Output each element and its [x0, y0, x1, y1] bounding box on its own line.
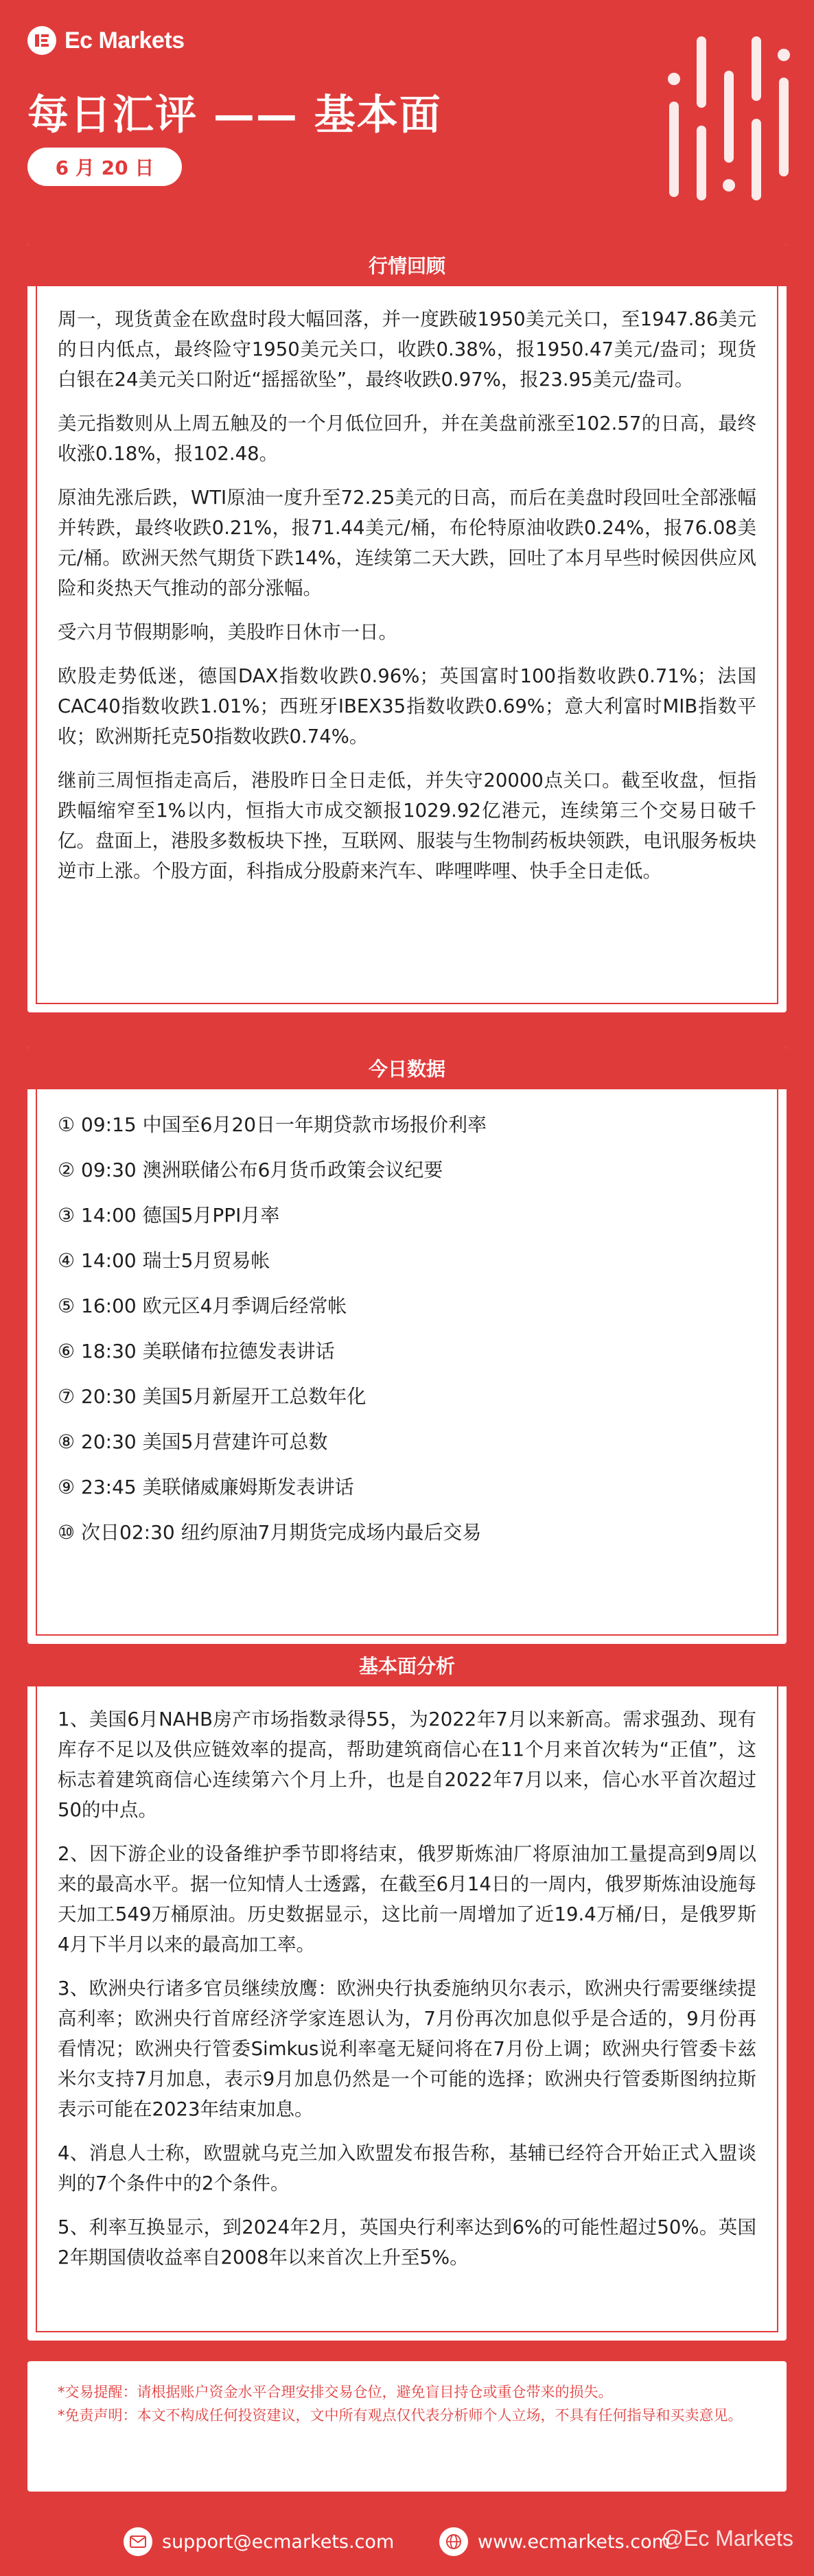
- market-review-paragraph: 继前三周恒指走高后，港股昨日全日走低，并失守20000点关口。截至收盘，恒指跌幅缩窄至1%以内，恒指大市成交额报1029.92亿港元，连续第三个交易日破千亿。盘面上，港股多数板块下挫，互联网、服装与生物制药板块领跌，电讯服务板块逆市上涨。个股方面，科指成分股蔚来汽车、哔哩哔哩、快手全日走低。: [58, 769, 756, 882]
- list-item: ⑤ 16:00 欧元区4月季调后经常帐: [58, 1295, 347, 1317]
- analysis-paragraph: 5、利率互换显示，到2024年2月，英国央行利率达到6%的可能性超过50%。英国2年期国债收益率自2008年以来首次上升至5%。: [58, 2216, 756, 2268]
- list-item: ④ 14:00 瑞士5月贸易帐: [58, 1249, 270, 1272]
- market-review-heading: 行情回顾: [27, 244, 787, 286]
- brand-logo-icon: [27, 26, 56, 55]
- list-item: ⑨ 23:45 美联储威廉姆斯发表讲话: [58, 1476, 354, 1498]
- decorative-bars-icon: [659, 27, 796, 206]
- list-item: ⑥ 18:30 美联储布拉德发表讲话: [58, 1340, 335, 1362]
- analysis-paragraph: 3、欧洲央行诸多官员继续放鹰：欧洲央行执委施纳贝尔表示，欧洲央行需要继续提高利率；欧洲央行首席经济学家连恩认为，7月份再次加息似乎是合适的，9月份再看情况；欧洲央行管委Simkus说利率毫无疑问将在7月份上调；欧洲央行管委卡兹米尔支持7月加息，表示9月加息仍然是一个可能的选择；欧洲央行管委斯图纳拉斯表示可能在2023年结束加息。: [58, 1977, 756, 2120]
- mail-icon: [124, 2527, 152, 2556]
- market-review-body: [36, 285, 778, 1004]
- market-review-paragraph: 美元指数则从上周五触及的一个月低位回升，并在美盘前涨至102.57的日高，最终收涨0.18%，报102.48。: [58, 413, 756, 465]
- fundamental-analysis-section: [27, 1644, 787, 2341]
- list-item: ⑩ 次日02:30 纽约原油7月期货完成场内最后交易: [58, 1521, 482, 1544]
- list-item: ⑦ 20:30 美国5月新屋开工总数年化: [58, 1385, 367, 1408]
- trading-reminder: *交易提醒：请根据账户资金水平合理安排交易仓位，避免盲目持仓或重仓带来的损失。: [58, 2384, 613, 2400]
- disclaimer-text: *免责声明：本文不构成任何投资建议，文中所有观点仅代表分析师个人立场，不具有任何指导和买卖意见。: [58, 2407, 743, 2424]
- footer-email-text[interactable]: support@ecmarkets.com: [162, 2531, 395, 2553]
- today-data-heading: 今日数据: [27, 1047, 787, 1089]
- market-review-paragraph: 原油先涨后跌，WTI原油一度升至72.25美元的日高，而后在美盘时段回吐全部涨幅并转跌，最终收跌0.21%，报71.44美元/桶，布伦特原油收跌0.24%，报76.08美元/桶。欧洲天然气期货下跌14%，连续第二天大跌，回吐了本月早些时候因供应风险和炎热天气推动的部分涨幅。: [58, 487, 756, 599]
- today-data-list: [58, 1107, 756, 1548]
- today-data-body: [36, 1088, 778, 1636]
- analysis-paragraph: 4、消息人士称，欧盟就乌克兰加入欧盟发布报告称，基辅已经符合开始正式入盟谈判的7个条件中的2个条件。: [58, 2142, 756, 2194]
- list-item: ③ 14:00 德国5月PPI月率: [58, 1204, 280, 1227]
- page-header: [0, 0, 814, 233]
- footer-website-text[interactable]: www.ecmarkets.com: [478, 2531, 670, 2553]
- list-item: ⑧ 20:30 美国5月营建许可总数: [58, 1430, 328, 1453]
- list-item: ① 09:15 中国至6月20日一年期贷款市场报价利率: [58, 1113, 487, 1136]
- today-data-section: [27, 1047, 787, 1644]
- disclaimer-box: [27, 2361, 787, 2492]
- brand-logo: [27, 26, 185, 55]
- fundamental-analysis-body: [36, 1685, 778, 2332]
- list-item: ② 09:30 澳洲联储公布6月货币政策会议纪要: [58, 1159, 443, 1181]
- page-footer: [0, 2512, 814, 2576]
- date-badge: 6 月 20 日: [27, 148, 182, 186]
- page-title: 每日汇评 —— 基本面: [27, 91, 442, 139]
- market-review-paragraph: 周一，现货黄金在欧盘时段大幅回落，并一度跌破1950美元关口，至1947.86美元的日内低点，最终险守1950美元关口，收跌0.38%，报1950.47美元/盎司；现货白银在24美元关口附近“摇摇欲坠”，最终收跌0.97%，报23.95美元/盎司。: [58, 308, 756, 391]
- analysis-paragraph: 2、因下游企业的设备维护季节即将结束，俄罗斯炼油厂将原油加工量提高到9周以来的最高水平。据一位知情人士透露，在截至6月14日的一周内，俄罗斯炼油设施每天加工549万桶原油。历史数据显示，这比前一周增加了近19.4万桶/日，是俄罗斯4月下半月以来的最高加工率。: [58, 1843, 756, 1956]
- market-review-paragraph: 受六月节假期影响，美股昨日休市一日。: [58, 621, 397, 643]
- fundamental-analysis-heading: 基本面分析: [27, 1644, 787, 1686]
- watermark: @Ec Markets: [661, 2526, 793, 2551]
- brand-name: Ec Markets: [65, 27, 185, 54]
- globe-icon: [439, 2527, 468, 2556]
- footer-email[interactable]: [124, 2527, 394, 2556]
- analysis-paragraph: 1、美国6月NAHB房产市场指数录得55，为2022年7月以来新高。需求强劲、现有库存不足以及供应链效率的提高，帮助建筑商信心在11个月来首次转为“正值”，这标志着建筑商信心连续第六个月上升，也是自2022年7月以来，信心水平首次超过50的中点。: [58, 1708, 756, 1821]
- market-review-section: [27, 244, 787, 1012]
- footer-website[interactable]: [439, 2527, 670, 2556]
- market-review-paragraph: 欧股走势低迷，德国DAX指数收跌0.96%；英国富时100指数收跌0.71%；法国CAC40指数收跌1.01%；西班牙IBEX35指数收跌0.69%；意大利富时MIB指数平收；欧洲斯托克50指数收跌0.74%。: [58, 665, 756, 747]
